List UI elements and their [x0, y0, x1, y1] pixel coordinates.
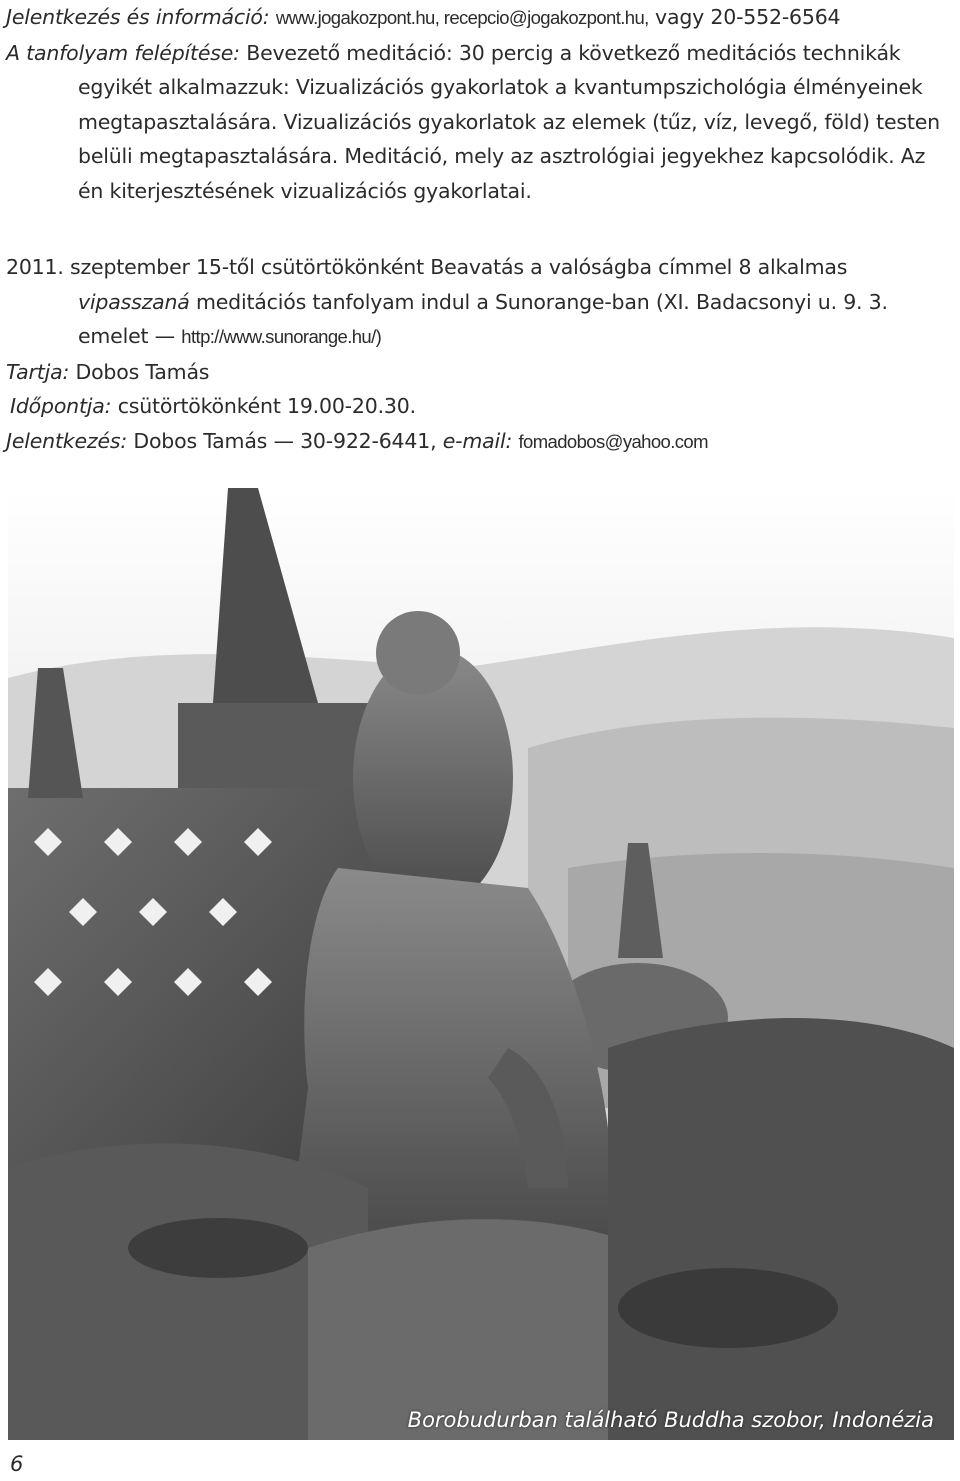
buddha-photo-illustration: [8, 488, 954, 1440]
buddha-photo: [8, 488, 954, 1440]
holder-value: Dobos Tamás: [75, 359, 210, 384]
photo-caption: Borobudurban található Buddha szobor, Indonézia: [407, 1408, 934, 1432]
contact-line: [6, 424, 954, 460]
announcement: [6, 250, 954, 355]
schedule-value: csütörtökönként 19.00-20.30.: [117, 394, 416, 418]
page-number: 6: [10, 1452, 24, 1476]
course-structure-text: Bevezető meditáció: 30 percig a következő meditációs technikák egyikét alkalmazzuk: Vizualizációs gyakorlatok a kvantumpszichológia élményeinek megtapasztalására. Vizualizációs gyakorlatok az elemek (tűz, víz, levegő, föld) testen belüli megtapasztalására. Meditáció, mely az asztrológiai jegyekhez kapcsolódik. Az én kiterjesztésének vizualizációs gyakorlatai.: [78, 40, 940, 203]
contact-email-label: e-mail:: [442, 428, 513, 453]
contact-email[interactable]: fomadobos@yahoo.com: [518, 430, 708, 452]
announcement-italic: vipasszaná: [78, 289, 190, 314]
announcement-url[interactable]: http://www.sunorange.hu/): [181, 326, 382, 347]
course-structure-label: A tanfolyam felépítése:: [6, 40, 240, 65]
holder-label: Tartja:: [6, 359, 70, 384]
contact-value: Dobos Tamás — 30-922-6441,: [133, 428, 437, 453]
schedule-line: [6, 389, 954, 424]
holder-line: [6, 355, 954, 390]
contact-label: Jelentkezés:: [6, 428, 128, 453]
announcement-text2: meditációs tanfolyam indul a Sunorange-ban (XI. Badacsonyi u. 9. 3. emelet —: [78, 289, 888, 348]
article-text: [6, 0, 954, 459]
registration-label: Jelentkezés és információ:: [6, 5, 270, 29]
registration-details: www.jogakozpont.hu, recepcio@jogakozpont.hu,: [275, 7, 649, 28]
announcement-text: 2011. szeptember 15-től csütörtökönként Beavatás a valóságba címmel 8 alkalmas: [6, 255, 848, 279]
registration-phone: vagy 20-552-6564: [655, 5, 841, 29]
schedule-label: Időpontja:: [10, 394, 112, 418]
registration-line: [6, 0, 954, 36]
course-structure: [6, 36, 954, 209]
